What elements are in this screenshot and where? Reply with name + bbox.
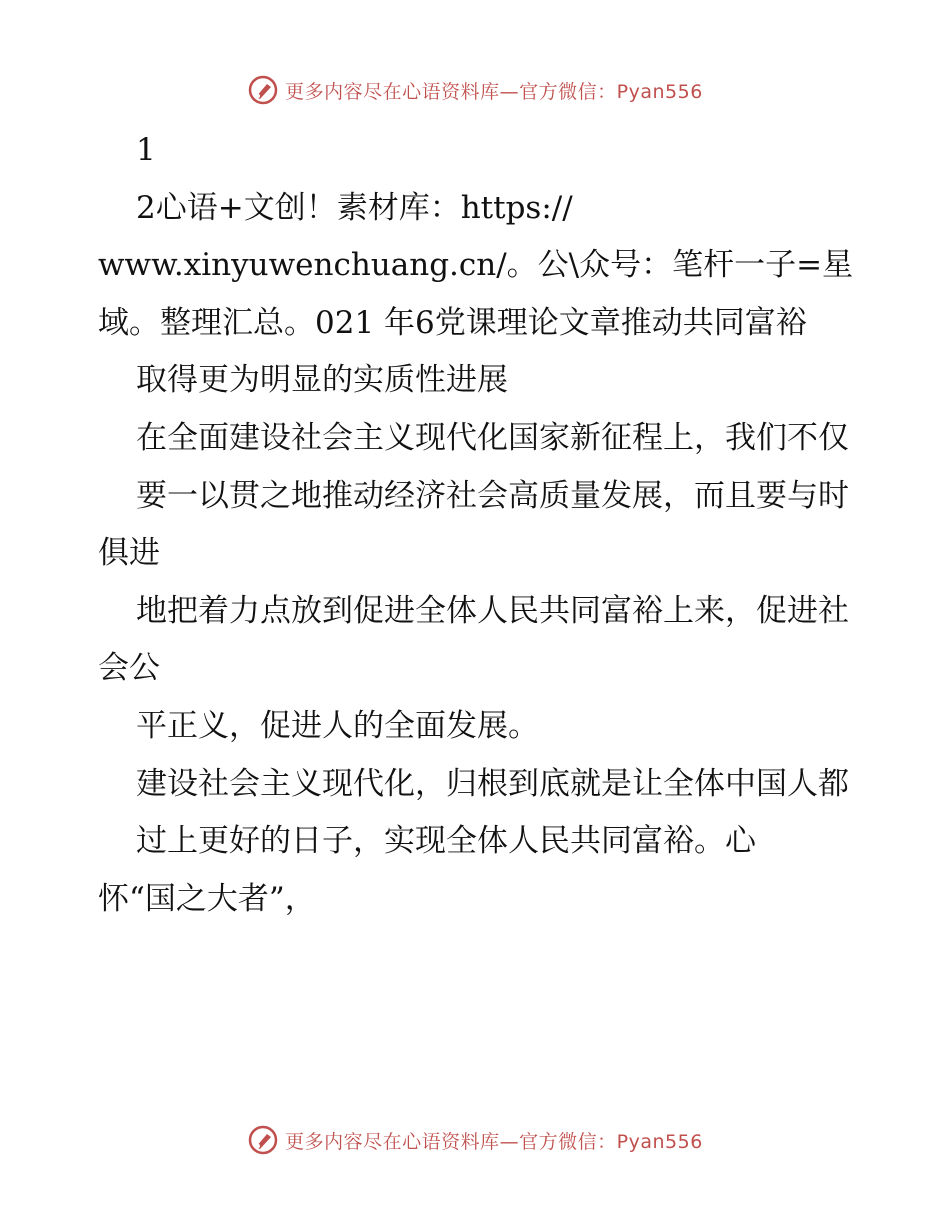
paragraph-5: 要一以贯之地推动经济社会高质量发展，而且要与时俱进	[98, 477, 849, 572]
paragraph-3: 取得更为明显的实质性进展	[136, 362, 508, 399]
paragraph-7: 平正义，促进人的全面发展。	[136, 707, 539, 744]
header-banner-text: 更多内容尽在心语资料库—官方微信：Pyan556	[285, 80, 703, 103]
footer-banner-text: 更多内容尽在心语资料库—官方微信：Pyan556	[285, 1130, 703, 1153]
paragraph-9: 过上更好的日子，实现全体人民共同富裕。心 怀“国之大者”，	[98, 823, 756, 917]
paragraph-2: 2心语+文创！素材库：https:// www.xinyuwenchuang.cn/。公\众号：笔杆一子=星域。整理汇总。021 年6党课理论文章推动共同富裕	[98, 189, 854, 341]
header-banner	[0, 70, 950, 110]
paragraph-8: 建设社会主义现代化，归根到底就是让全体中国人都	[136, 765, 849, 802]
pen-logo-icon	[247, 1124, 279, 1156]
pen-logo-icon	[247, 74, 279, 106]
document-body	[98, 122, 854, 928]
paragraph-1: 1	[136, 132, 156, 168]
paragraph-6: 地把着力点放到促进全体人民共同富裕上来，促进社会公	[98, 592, 849, 687]
paragraph-4: 在全面建设社会主义现代化国家新征程上，我们不仅	[136, 419, 849, 456]
footer-banner	[0, 1120, 950, 1160]
